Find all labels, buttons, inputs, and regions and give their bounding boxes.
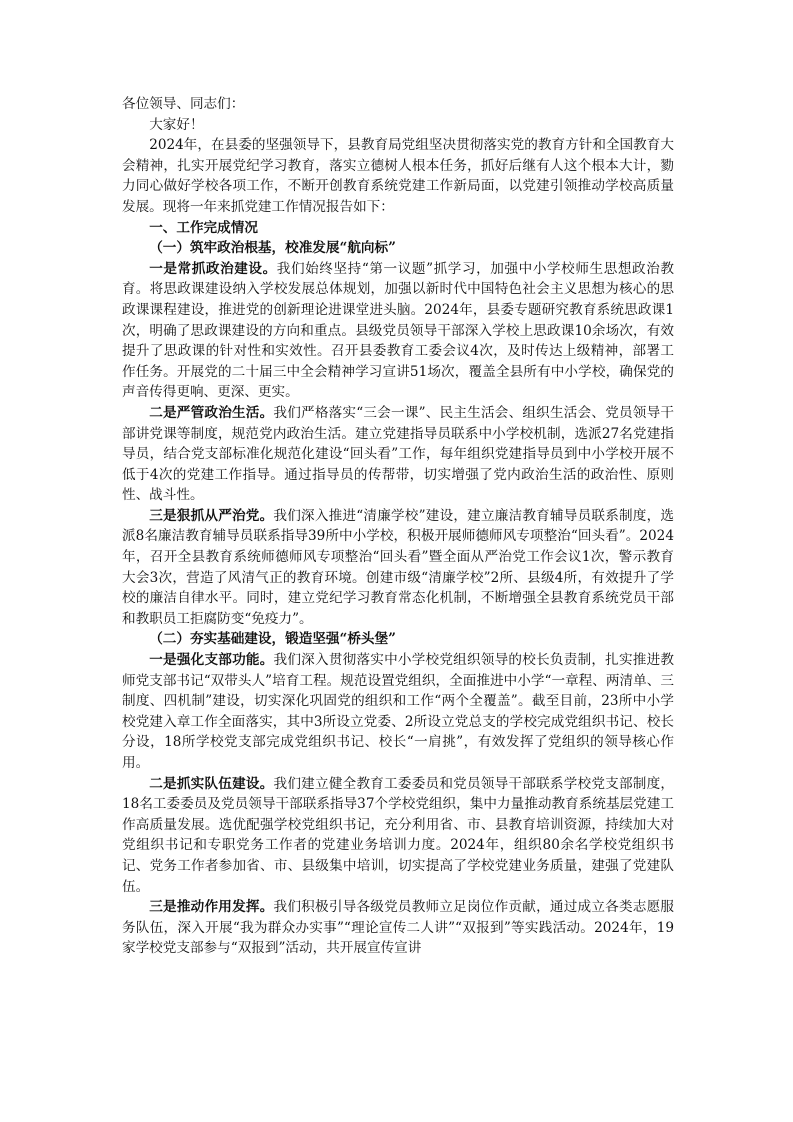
paragraph-team-building bbox=[122, 774, 674, 898]
paragraph-lead: 二是抓实队伍建设。 bbox=[149, 775, 274, 792]
paragraph-political-building bbox=[122, 259, 674, 403]
paragraph-text: 我们积极引导各级党员教师立足岗位作贡献，通过成立各类志愿服务队伍，深入开展“我为群众办实事”“理论宣传二人讲”“双报到”等实践活动。2024年，19家学校党支部参与“双报到”活动，共开展宣传宣讲 bbox=[122, 899, 675, 957]
paragraph-role-play bbox=[122, 897, 674, 959]
paragraph-text: 我们建立健全教育工委委员和党员领导干部联系学校党支部制度，18名工委委员及党员领导干部联系指导37个学校党组织，集中力量推动教育系统基层党建工作高质量发展。选优配强学校党组织书记，充分利用省、市、县教育培训资源，持续加大对党组织书记和专职党务工作者的党建业务培训力度。2024年，组织80余名学校党组织书记、党务工作者参加省、市、县级集中培训，切实提高了学校党建业务质量，建强了党建队伍。 bbox=[122, 775, 675, 895]
paragraph-strict-governance bbox=[122, 506, 674, 630]
paragraph-text: 我们始终坚持“第一议题”抓学习，加强中小学校师生思想政治教育。将思政课建设纳入学校发展总体规划，加强以新时代中国特色社会主义思想为核心的思政课课程建设，推进党的创新理论进课堂进头脑。2024年，县委专题研究教育系统思政课1次，明确了思政课建设的方向和重点。县级党员领导干部深入学校上思政课10余场次，有效提升了思政课的针对性和实效性。召开县委教育工委会议4次，及时传达上级精神，部署工作任务。开展党的二十届三中全会精神学习宣讲51场次，覆盖全县所有中小学校，确保党的声音传得更响、更深、更实。 bbox=[122, 260, 675, 401]
subsection-heading-1: （一）筑牢政治根基，校准发展“航向标” bbox=[149, 240, 396, 257]
paragraph-lead: 二是严管政治生活。 bbox=[149, 404, 274, 421]
paragraph-text: 我们深入贯彻落实中小学校党组织领导的校长负责制，扎实推进教师党支部书记“双带头人”培育工程。规范设置党组织，全面推进中小学“一章程、两清单、三制度、四机制”建设，切实深化巩固党的组织和工作“两个全覆盖”。截至目前，23所中小学校党建入章工作全面落实，其中3所设立党委、2所设立党总支的学校完成党组织书记、校长分设，18所学校党支部完成党组织书记、校长“一肩挑”，有效发挥了党组织的领导核心作用。 bbox=[122, 652, 675, 771]
salutation: 各位领导、同志们： bbox=[122, 96, 245, 112]
paragraph-text: 我们严格落实“三会一课”、民主生活会、组织生活会、党员领导干部讲党课等制度，规范党内政治生活。建立党建指导员联系中小学校机制，选派27名党建指导员，结合党支部标准化规范化建设“回头看”工作，每年组织党建指导员到中小学校开展不低于4次的党建工作指导。通过指导员的传帮带，切实增强了党内政治生活的政治性、原则性、战斗性。 bbox=[122, 404, 675, 504]
paragraph-lead: 三是狠抓从严治党。 bbox=[149, 507, 274, 524]
section-heading-1: 一、工作完成情况 bbox=[149, 219, 258, 236]
paragraph-lead: 一是常抓政治建设。 bbox=[149, 260, 277, 277]
paragraph-lead: 一是强化支部功能。 bbox=[149, 652, 274, 669]
paragraph-branch-function bbox=[122, 650, 674, 774]
intro-paragraph: 2024年，在县委的坚强领导下，县教育局党组坚决贯彻落实党的教育方针和全国教育大会精神，扎实开展党纪学习教育，落实立德树人根本任务，抓好后继有人这个根本大计，勠力同心做好学校各项工作，不断开创教育系统党建工作新局面，以党建引领推动学校高质量发展。现将一年来抓党建工作情况报告如下： bbox=[122, 137, 674, 215]
document-page bbox=[122, 94, 674, 959]
paragraph-text: 我们深入推进“清廉学校”建设，建立廉洁教育辅导员联系制度，选派8名廉洁教育辅导员联系指导39所中小学校，积极开展师德师风专项整治“回头看”。2024年，召开全县教育系统师德师风专项整治“回头看”暨全面从严治党工作会议1次，警示教育大会3次，营造了风清气正的教育环境。创建市级“清廉学校”2所、县级4所，有效提升了学校的廉洁自律水平。同时，建立党纪学习教育常态化机制，不断增强全县教育系统党员干部和教职员工拒腐防变“免疫力”。 bbox=[122, 507, 675, 627]
greeting: 大家好！ bbox=[149, 116, 204, 133]
subsection-heading-2: （二）夯实基础建设，锻造坚强“桥头堡” bbox=[149, 631, 396, 648]
paragraph-political-life bbox=[122, 403, 674, 506]
paragraph-lead: 三是推动作用发挥。 bbox=[149, 899, 274, 916]
